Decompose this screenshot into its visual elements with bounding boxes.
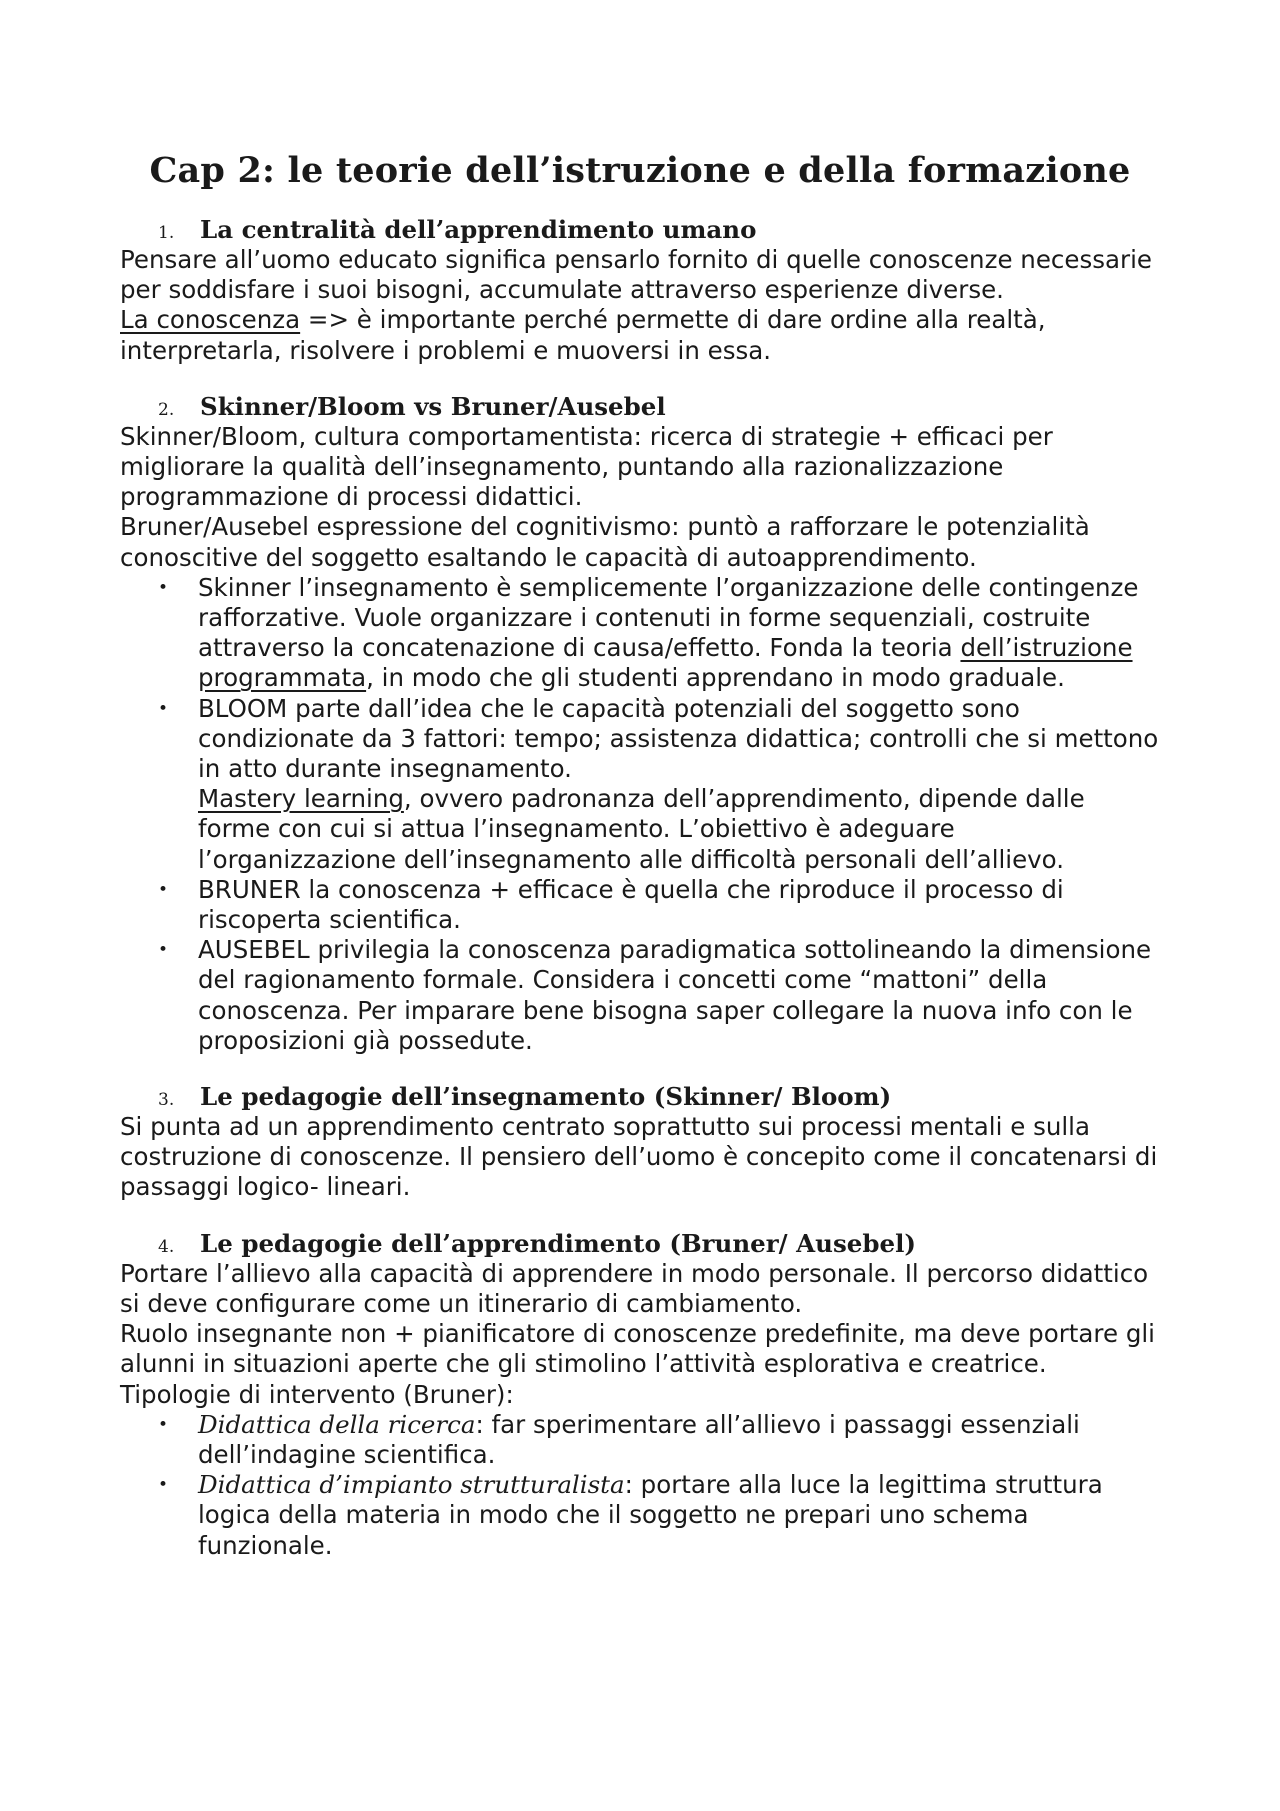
section-heading xyxy=(120,215,1160,245)
text-run: : far sperimentare all’allievo i passaggi essenziali dell’indagine scientifica. xyxy=(198,1409,1080,1469)
paragraph: Ruolo insegnante non + pianificatore di conoscenze predefinite, ma deve portare gli alunni in situazioni aperte che gli stimolino l’attività esplorativa e creatrice. xyxy=(120,1319,1155,1379)
text-run: : portare alla luce la legittima struttura logica della materia in modo che il soggetto ne prepari uno schema funzionale. xyxy=(198,1470,1103,1560)
paragraph-text: => è importante perché permette di dare ordine alla realtà, interpretarla, risolvere i problemi e muoversi in essa. xyxy=(120,305,1046,365)
list-item xyxy=(120,1410,1160,1470)
section-1 xyxy=(120,215,1160,366)
bullet-icon: • xyxy=(158,1414,169,1435)
section-number: 2. xyxy=(158,399,175,420)
list-item-text: AUSEBEL privilegia la conoscenza paradigmatica sottolineando la dimensione del ragionamento formale. Considera i concetti come “mattoni” della conoscenza. Per imparare bene bisogna saper collegare la nuova info con le proposizioni già possedute. xyxy=(198,935,1152,1055)
text-run: , ovvero padronanza dell’apprendimento, dipende dalle forme con cui si attua l’insegnamento. L’obiettivo è adeguare l’organizzazione dell’insegnamento alle difficoltà personali dell’allievo. xyxy=(198,784,1085,874)
paragraph xyxy=(120,305,1160,365)
section-title: Le pedagogie dell’insegnamento (Skinner/ Bloom) xyxy=(200,1082,892,1112)
list-item xyxy=(120,694,1160,875)
paragraph: Portare l’allievo alla capacità di apprendere in modo personale. Il percorso didattico si deve configurare come un itinerario di cambiamento. xyxy=(120,1258,1149,1318)
section-number: 4. xyxy=(158,1236,175,1257)
section-number: 1. xyxy=(158,223,175,243)
section-title: La centralità dell’apprendimento umano xyxy=(200,215,757,244)
bullet-list xyxy=(120,573,1160,1056)
text-run: BLOOM parte dall’idea che le capacità potenziali del soggetto sono condizionate da 3 fattori: tempo; assistenza didattica; controlli che si mettono in atto durante insegnamento. xyxy=(198,693,1159,784)
section-heading xyxy=(120,1082,1160,1112)
list-item xyxy=(120,935,1160,1056)
underlined-term: Mastery learning xyxy=(198,784,404,814)
underlined-term: La conoscenza xyxy=(120,305,301,335)
paragraph: Tipologie di intervento (Bruner): xyxy=(120,1379,514,1409)
bullet-icon: • xyxy=(158,879,169,900)
italic-term: Didattica d’impianto strutturalista xyxy=(198,1470,625,1500)
paragraph: Si punta ad un apprendimento centrato soprattutto sui processi mentali e sulla costruzione di conoscenze. Il pensiero dell’uomo è concepito come il concatenarsi di passaggi logico- lineari. xyxy=(120,1112,1158,1202)
section-heading xyxy=(120,1229,1160,1259)
list-item-text xyxy=(198,1470,1160,1561)
underlined-term: dell’istruzione programmata xyxy=(198,633,1133,693)
section-heading xyxy=(120,392,1160,422)
list-item-text xyxy=(198,694,1160,875)
text-run: , in modo che gli studenti apprendano in modo graduale. xyxy=(366,663,1065,693)
list-item-text xyxy=(198,1410,1160,1470)
list-item xyxy=(120,573,1160,694)
text-run: Skinner l’insegnamento è semplicemente l’organizzazione delle contingenze rafforzative. Vuole organizzare i contenuti in forme sequenziali, costruite attraverso la concatenazione di causa/effetto. Fonda la teoria xyxy=(198,572,1139,663)
bullet-icon: • xyxy=(158,940,169,961)
paragraph: Pensare all’uomo educato significa pensarlo fornito di quelle conoscenze necessarie per soddisfare i suoi bisogni, accumulate attraverso esperienze diverse. xyxy=(120,245,1152,305)
list-item-text: BRUNER la conoscenza + efficace è quella che riproduce il processo di riscoperta scientifica. xyxy=(198,874,1064,935)
bullet-icon: • xyxy=(158,577,169,598)
section-3 xyxy=(120,1082,1160,1203)
section-title: Skinner/Bloom vs Bruner/Ausebel xyxy=(200,391,666,421)
list-item-text xyxy=(198,573,1160,694)
bullet-list xyxy=(120,1410,1160,1561)
list-item xyxy=(120,1470,1160,1561)
paragraph: Bruner/Ausebel espressione del cognitivismo: puntò a rafforzare le potenzialità conoscitive del soggetto esaltando le capacità di autoapprendimento. xyxy=(120,512,1090,572)
bullet-icon: • xyxy=(158,1475,169,1496)
section-number: 3. xyxy=(158,1090,175,1111)
paragraph: Skinner/Bloom, cultura comportamentista: ricerca di strategie + efficaci per migliorare la qualità dell’insegnamento, puntando alla razionalizzazione programmazione di processi didattici. xyxy=(120,421,1053,512)
section-4 xyxy=(120,1229,1160,1561)
section-2 xyxy=(120,392,1160,1056)
italic-term: Didattica della ricerca xyxy=(198,1409,476,1439)
page-title: Cap 2: le teorie dell’istruzione e della formazione xyxy=(149,150,1131,191)
section-title: Le pedagogie dell’apprendimento (Bruner/ Ausebel) xyxy=(200,1228,916,1258)
bullet-icon: • xyxy=(158,698,169,719)
list-item xyxy=(120,875,1160,935)
